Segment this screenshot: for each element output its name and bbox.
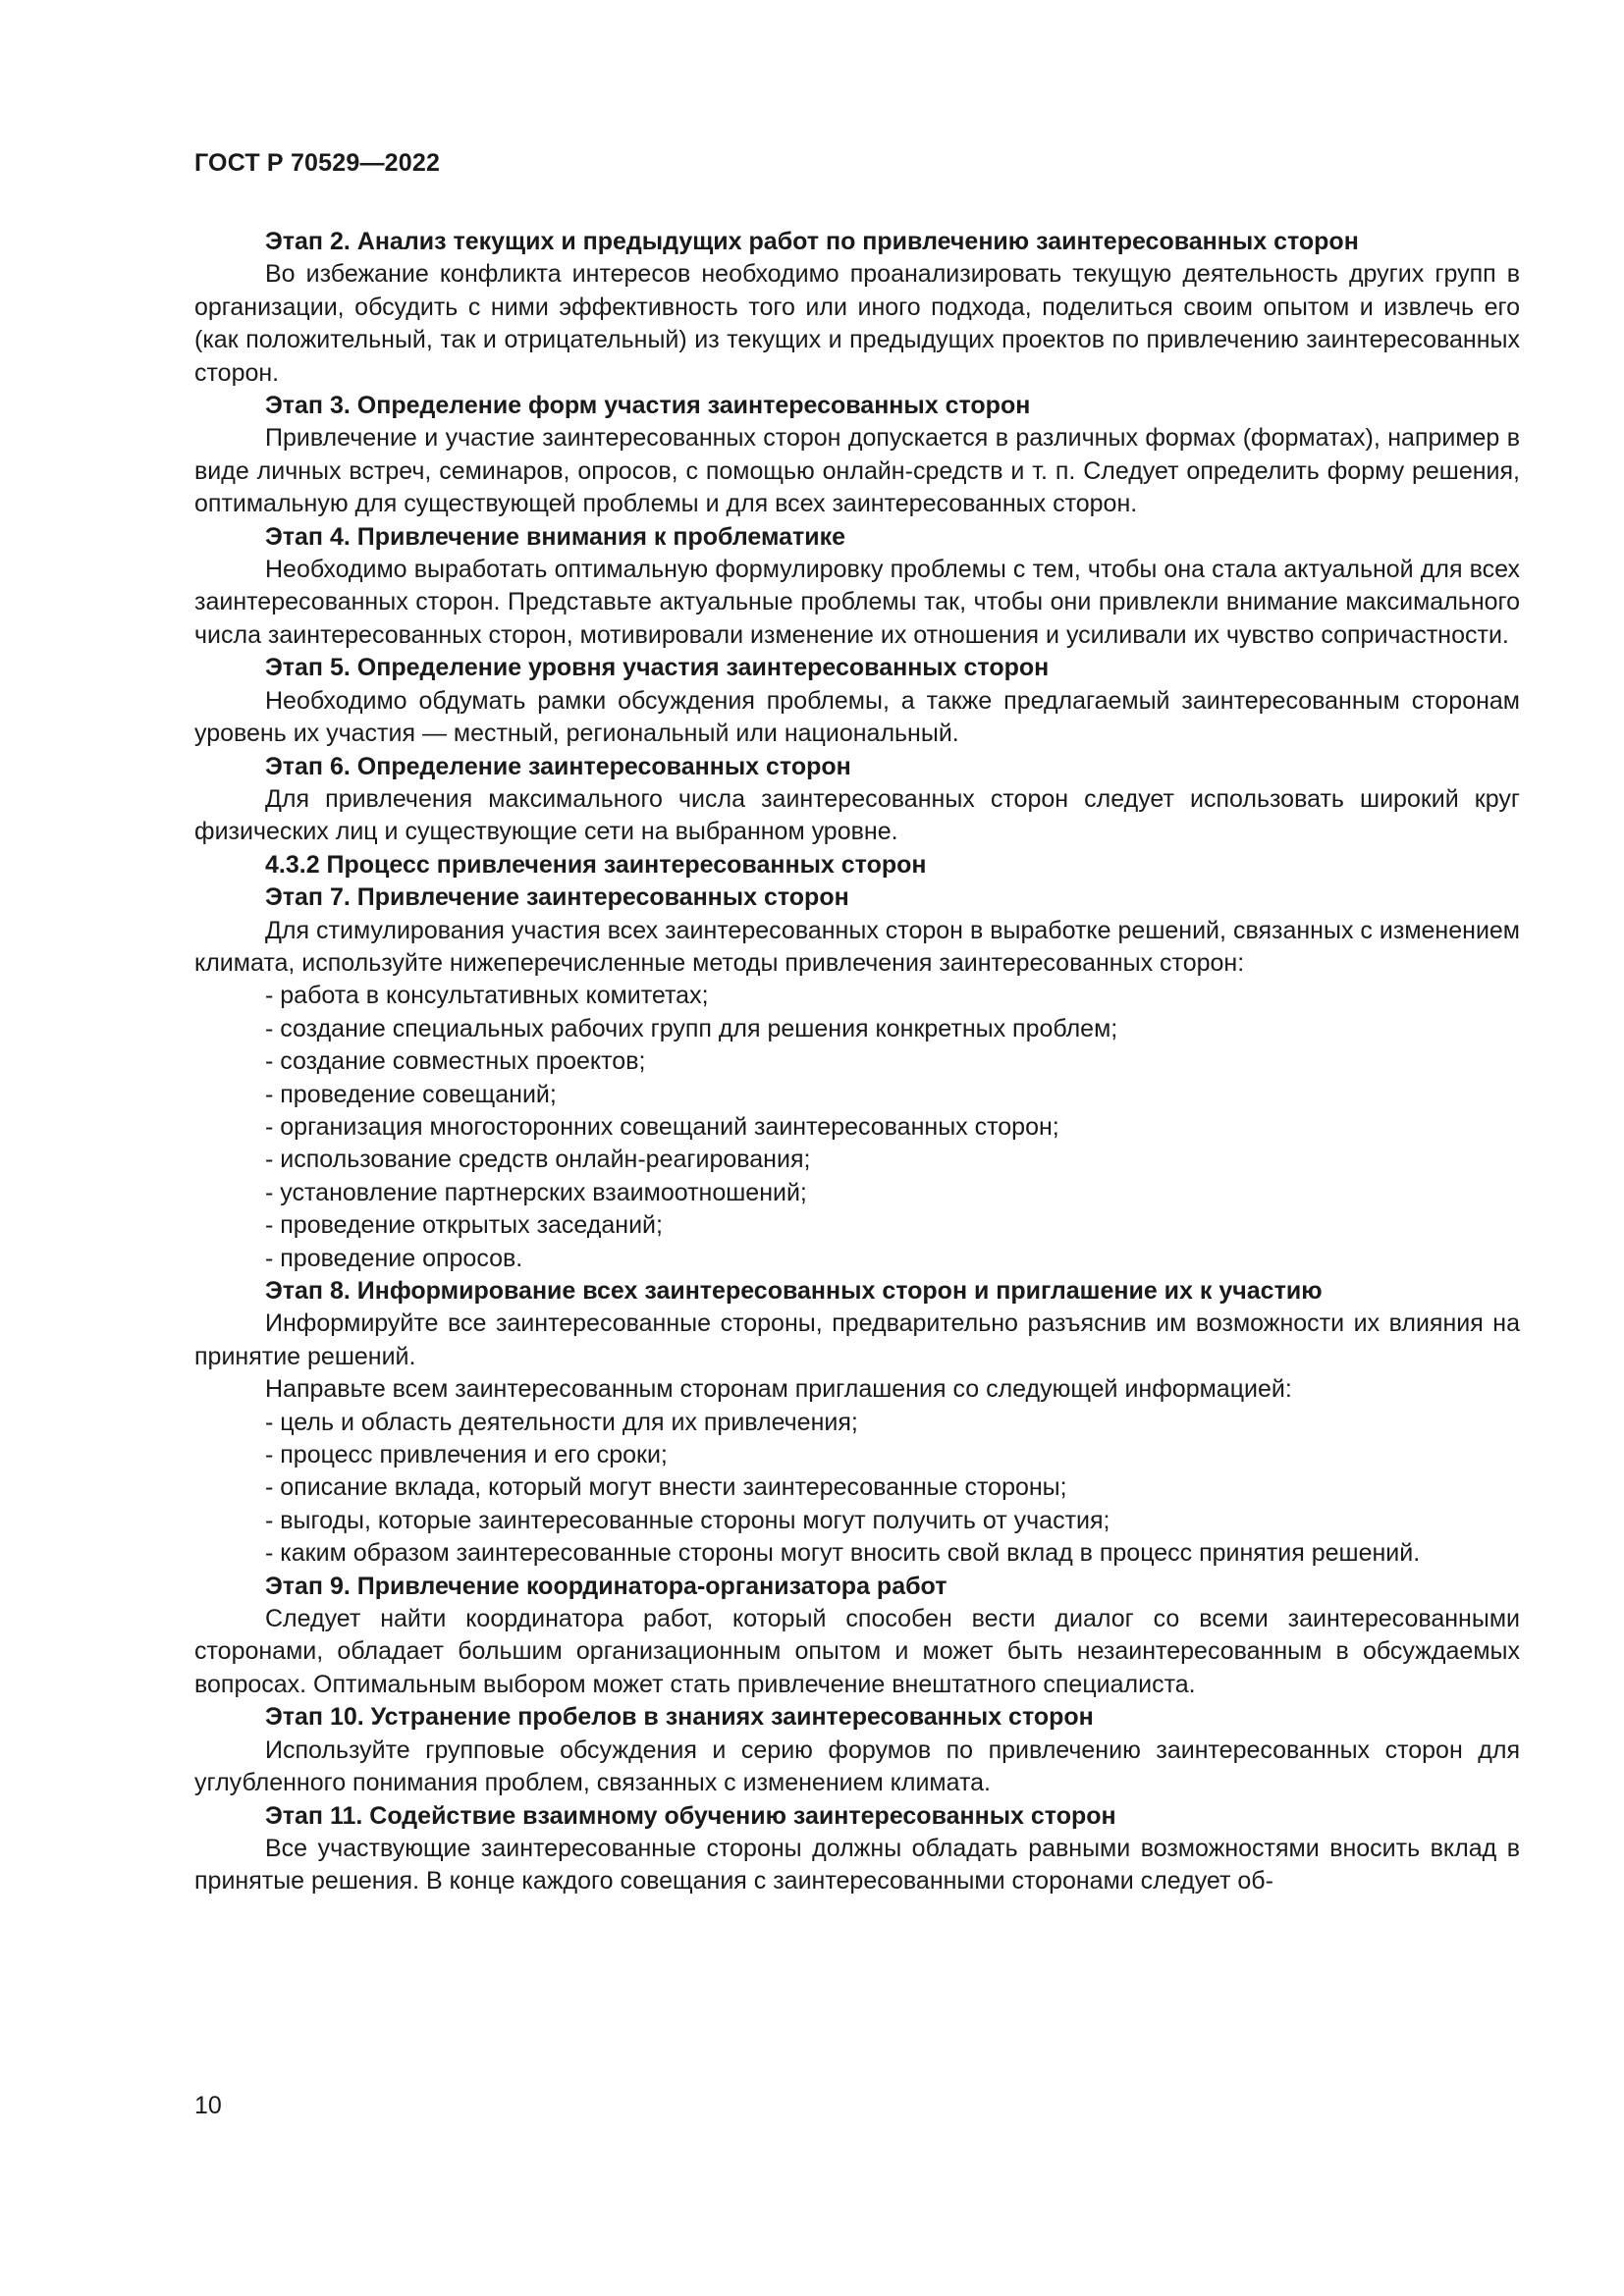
list-item: - описание вклада, который могут внести заинтересованные стороны; (265, 1473, 1067, 1502)
list-item: - проведение открытых заседаний; (265, 1211, 663, 1240)
paragraph: Используйте групповые обсуждения и серию форумов по привлечению заинтересованных сторон для углубленного понимания проблем, связанных с изменением климата. (194, 1735, 1520, 1797)
paragraph: Информируйте все заинтересованные стороны, предварительно разъяснив им возможности их влияния на принятие решений. (194, 1309, 1520, 1370)
paragraph: Следует найти координатора работ, который способен вести диалог со всеми заинтересованными сторонами, обладает большим организационным опытом и может быть незаинтересованным в обсуждаемых вопросах. Оптимальным выбором может стать привлечение внештатного специалиста. (194, 1605, 1520, 1698)
section-heading: Этап 9. Привлечение координатора-организатора работ (265, 1572, 947, 1600)
paragraph: Привлечение и участие заинтересованных сторон допускается в различных формах (форматах), например в виде личных встреч, семинаров, опросов, с помощью онлайн-средств и т. п. Следует определить форму решения, оптимальную для существующей проблемы и для всех заинтересованных сторон. (194, 424, 1520, 518)
paragraph: Необходимо обдумать рамки обсуждения проблемы, а также предлагаемый заинтересованным сторонам уровень их участия — местный, региональный или национальный. (194, 686, 1520, 748)
document-header: ГОСТ Р 70529—2022 (194, 149, 441, 177)
document-body (194, 226, 1520, 1898)
section-heading: 4.3.2 Процесс привлечения заинтересованных сторон (265, 850, 927, 879)
list-item: - создание специальных рабочих групп для решения конкретных проблем; (265, 1014, 1118, 1042)
paragraph: Для стимулирования участия всех заинтересованных сторон в выработке решений, связанных с изменением климата, используйте нижеперечисленные методы привлечения заинтересованных сторон: (194, 916, 1520, 977)
list-item: - процесс привлечения и его сроки; (265, 1441, 668, 1469)
section-heading: Этап 3. Определение форм участия заинтересованных сторон (265, 392, 1031, 420)
list-item: - работа в консультативных комитетах; (265, 982, 709, 1010)
section-heading: Этап 10. Устранение пробелов в знаниях заинтересованных сторон (265, 1703, 1094, 1732)
section-heading: Этап 2. Анализ текущих и предыдущих работ по привлечению заинтересованных сторон (265, 228, 1359, 255)
list-item: - установление партнерских взаимоотношений; (265, 1178, 807, 1206)
paragraph: Во избежание конфликта интересов необходимо проанализировать текущую деятельность других групп в организации, обсудить с ними эффективность того или иного подхода, поделиться своим опытом и извлечь его (как положительный, так и отрицательный) из текущих и предыдущих проектов по привлечению заинтересованных сторон. (194, 260, 1520, 387)
paragraph: Для привлечения максимального числа заинтересованных сторон следует использовать широкий круг физических лиц и существующие сети на выбранном уровне. (194, 784, 1520, 846)
list-item: - создание совместных проектов; (265, 1047, 646, 1076)
list-item: - цель и область деятельности для их привлечения; (265, 1408, 858, 1436)
list-item: - организация многосторонних совещаний заинтересованных сторон; (265, 1112, 1059, 1141)
section-heading: Этап 11. Содействие взаимному обучению заинтересованных сторон (265, 1801, 1116, 1830)
list-item: - проведение совещаний; (265, 1080, 557, 1108)
section-heading: Этап 5. Определение уровня участия заинтересованных сторон (265, 654, 1050, 682)
list-item: - каким образом заинтересованные стороны могут вносить свой вклад в процесс принятия решений. (265, 1539, 1421, 1568)
page-number: 10 (194, 2092, 222, 2119)
paragraph: Направьте всем заинтересованным сторонам приглашения со следующей информацией: (265, 1375, 1292, 1404)
paragraph: Необходимо выработать оптимальную формулировку проблемы с тем, чтобы она стала актуальной для всех заинтересованных сторон. Представьте актуальные проблемы так, чтобы они привлекли внимание максимального числа заинтересованных сторон, мотивировали изменение их отношения и усиливали их чувство сопричастности. (194, 556, 1520, 649)
section-heading: Этап 4. Привлечение внимания к проблематике (265, 522, 846, 551)
section-heading: Этап 7. Привлечение заинтересованных сторон (265, 883, 849, 912)
list-item: - выгоды, которые заинтересованные стороны могут получить от участия; (265, 1506, 1110, 1534)
list-item: - использование средств онлайн-реагирования; (265, 1146, 811, 1174)
paragraph: Все участвующие заинтересованные стороны должны обладать равными возможностями вносить вклад в принятые решения. В конце каждого совещания с заинтересованными сторонами следует об- (194, 1834, 1520, 1896)
section-heading: Этап 8. Информирование всех заинтересованных сторон и приглашение их к участию (265, 1277, 1323, 1305)
list-item: - проведение опросов. (265, 1244, 523, 1272)
section-heading: Этап 6. Определение заинтересованных сторон (265, 752, 851, 780)
